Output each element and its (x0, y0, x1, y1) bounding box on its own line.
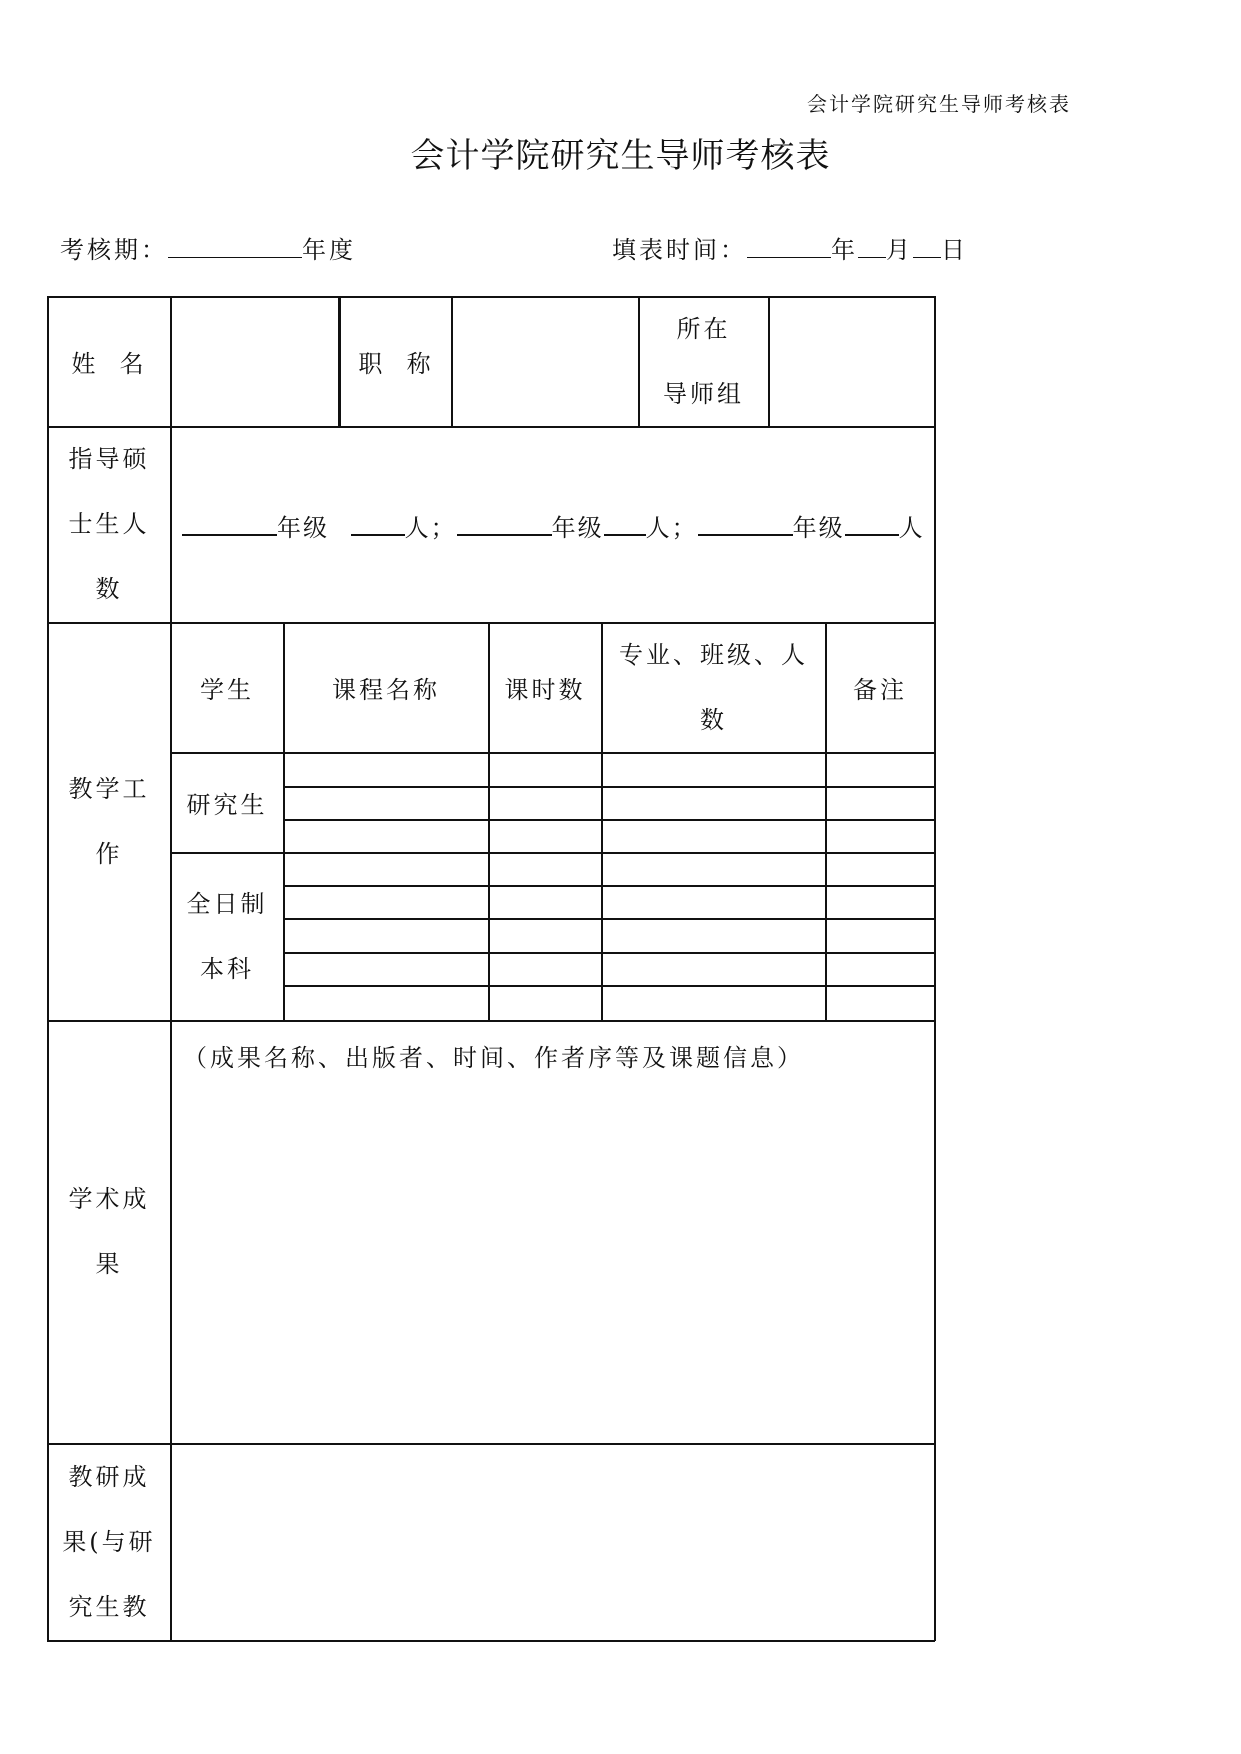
table-border-bottom (47, 1640, 935, 1642)
grade-blank-2[interactable] (457, 512, 552, 536)
undergrad-group-label: 全日制 本科 (186, 889, 268, 983)
fill-year-blank[interactable] (747, 235, 831, 258)
academic-hint: （成果名称、出版者、时间、作者序等及课题信息） (183, 1044, 804, 1072)
group-field[interactable] (769, 297, 934, 426)
hours-header: 课时数 (504, 676, 586, 704)
course-name-header: 课程名称 (332, 676, 440, 704)
teaching-entry-row[interactable] (283, 786, 935, 788)
title-label: 职 称 (358, 350, 434, 378)
assessment-period (60, 230, 356, 265)
count-blank-1[interactable] (351, 512, 405, 536)
academic-achievements-label: 学术成 果 (68, 1185, 150, 1278)
period-suffix: 年度 (302, 236, 356, 264)
count-blank-2[interactable] (604, 512, 646, 536)
fill-month-char: 月 (886, 236, 913, 264)
fill-month-blank[interactable] (858, 235, 886, 258)
teaching-entry-row[interactable] (283, 885, 935, 887)
table-border-right (934, 296, 936, 1641)
teaching-entry-row[interactable] (283, 985, 935, 987)
fill-day-blank[interactable] (913, 235, 941, 258)
teaching-label: 教学工 作 (68, 774, 150, 868)
fill-time (612, 230, 968, 265)
grade-blank-1[interactable] (182, 512, 277, 536)
title-field[interactable] (452, 297, 638, 426)
teaching-research-field[interactable] (171, 1444, 934, 1640)
remarks-header: 备注 (853, 676, 907, 704)
period-label: 考核期： (60, 236, 168, 264)
grade-blank-3[interactable] (698, 512, 793, 536)
teaching-entry-row[interactable] (283, 918, 935, 920)
group-label: 所在 导师组 (663, 314, 744, 408)
teaching-header-bottom (170, 752, 935, 754)
teaching-entry-row[interactable] (283, 952, 935, 954)
teaching-group-separator (170, 852, 935, 854)
supervise-count-label: 指导硕 士生人 数 (68, 445, 150, 603)
row-separator (47, 426, 935, 428)
page-title: 会计学院研究生导师考核表 (410, 136, 831, 176)
row-separator (47, 1020, 935, 1022)
fill-year-char: 年 (831, 236, 858, 264)
supervise-counts: 年级 人； 年级 人； 年级 人 (182, 508, 925, 543)
running-header: 会计学院研究生导师考核表 (807, 92, 1071, 116)
student-header: 学生 (200, 676, 254, 704)
major-class-header: 专业、班级、人 数 (619, 640, 808, 734)
fill-time-label: 填表时间： (612, 236, 747, 264)
fill-day-char: 日 (941, 236, 968, 264)
academic-achievements-field[interactable] (171, 1070, 934, 1442)
name-field[interactable] (171, 297, 338, 426)
count-blank-3[interactable] (845, 512, 899, 536)
graduate-group-label: 研究生 (186, 791, 268, 819)
period-blank[interactable] (168, 235, 302, 258)
teaching-entry-row[interactable] (283, 819, 935, 821)
teaching-research-label: 教研成 果(与研 究生教 (62, 1462, 156, 1621)
name-label: 姓 名 (71, 350, 147, 378)
